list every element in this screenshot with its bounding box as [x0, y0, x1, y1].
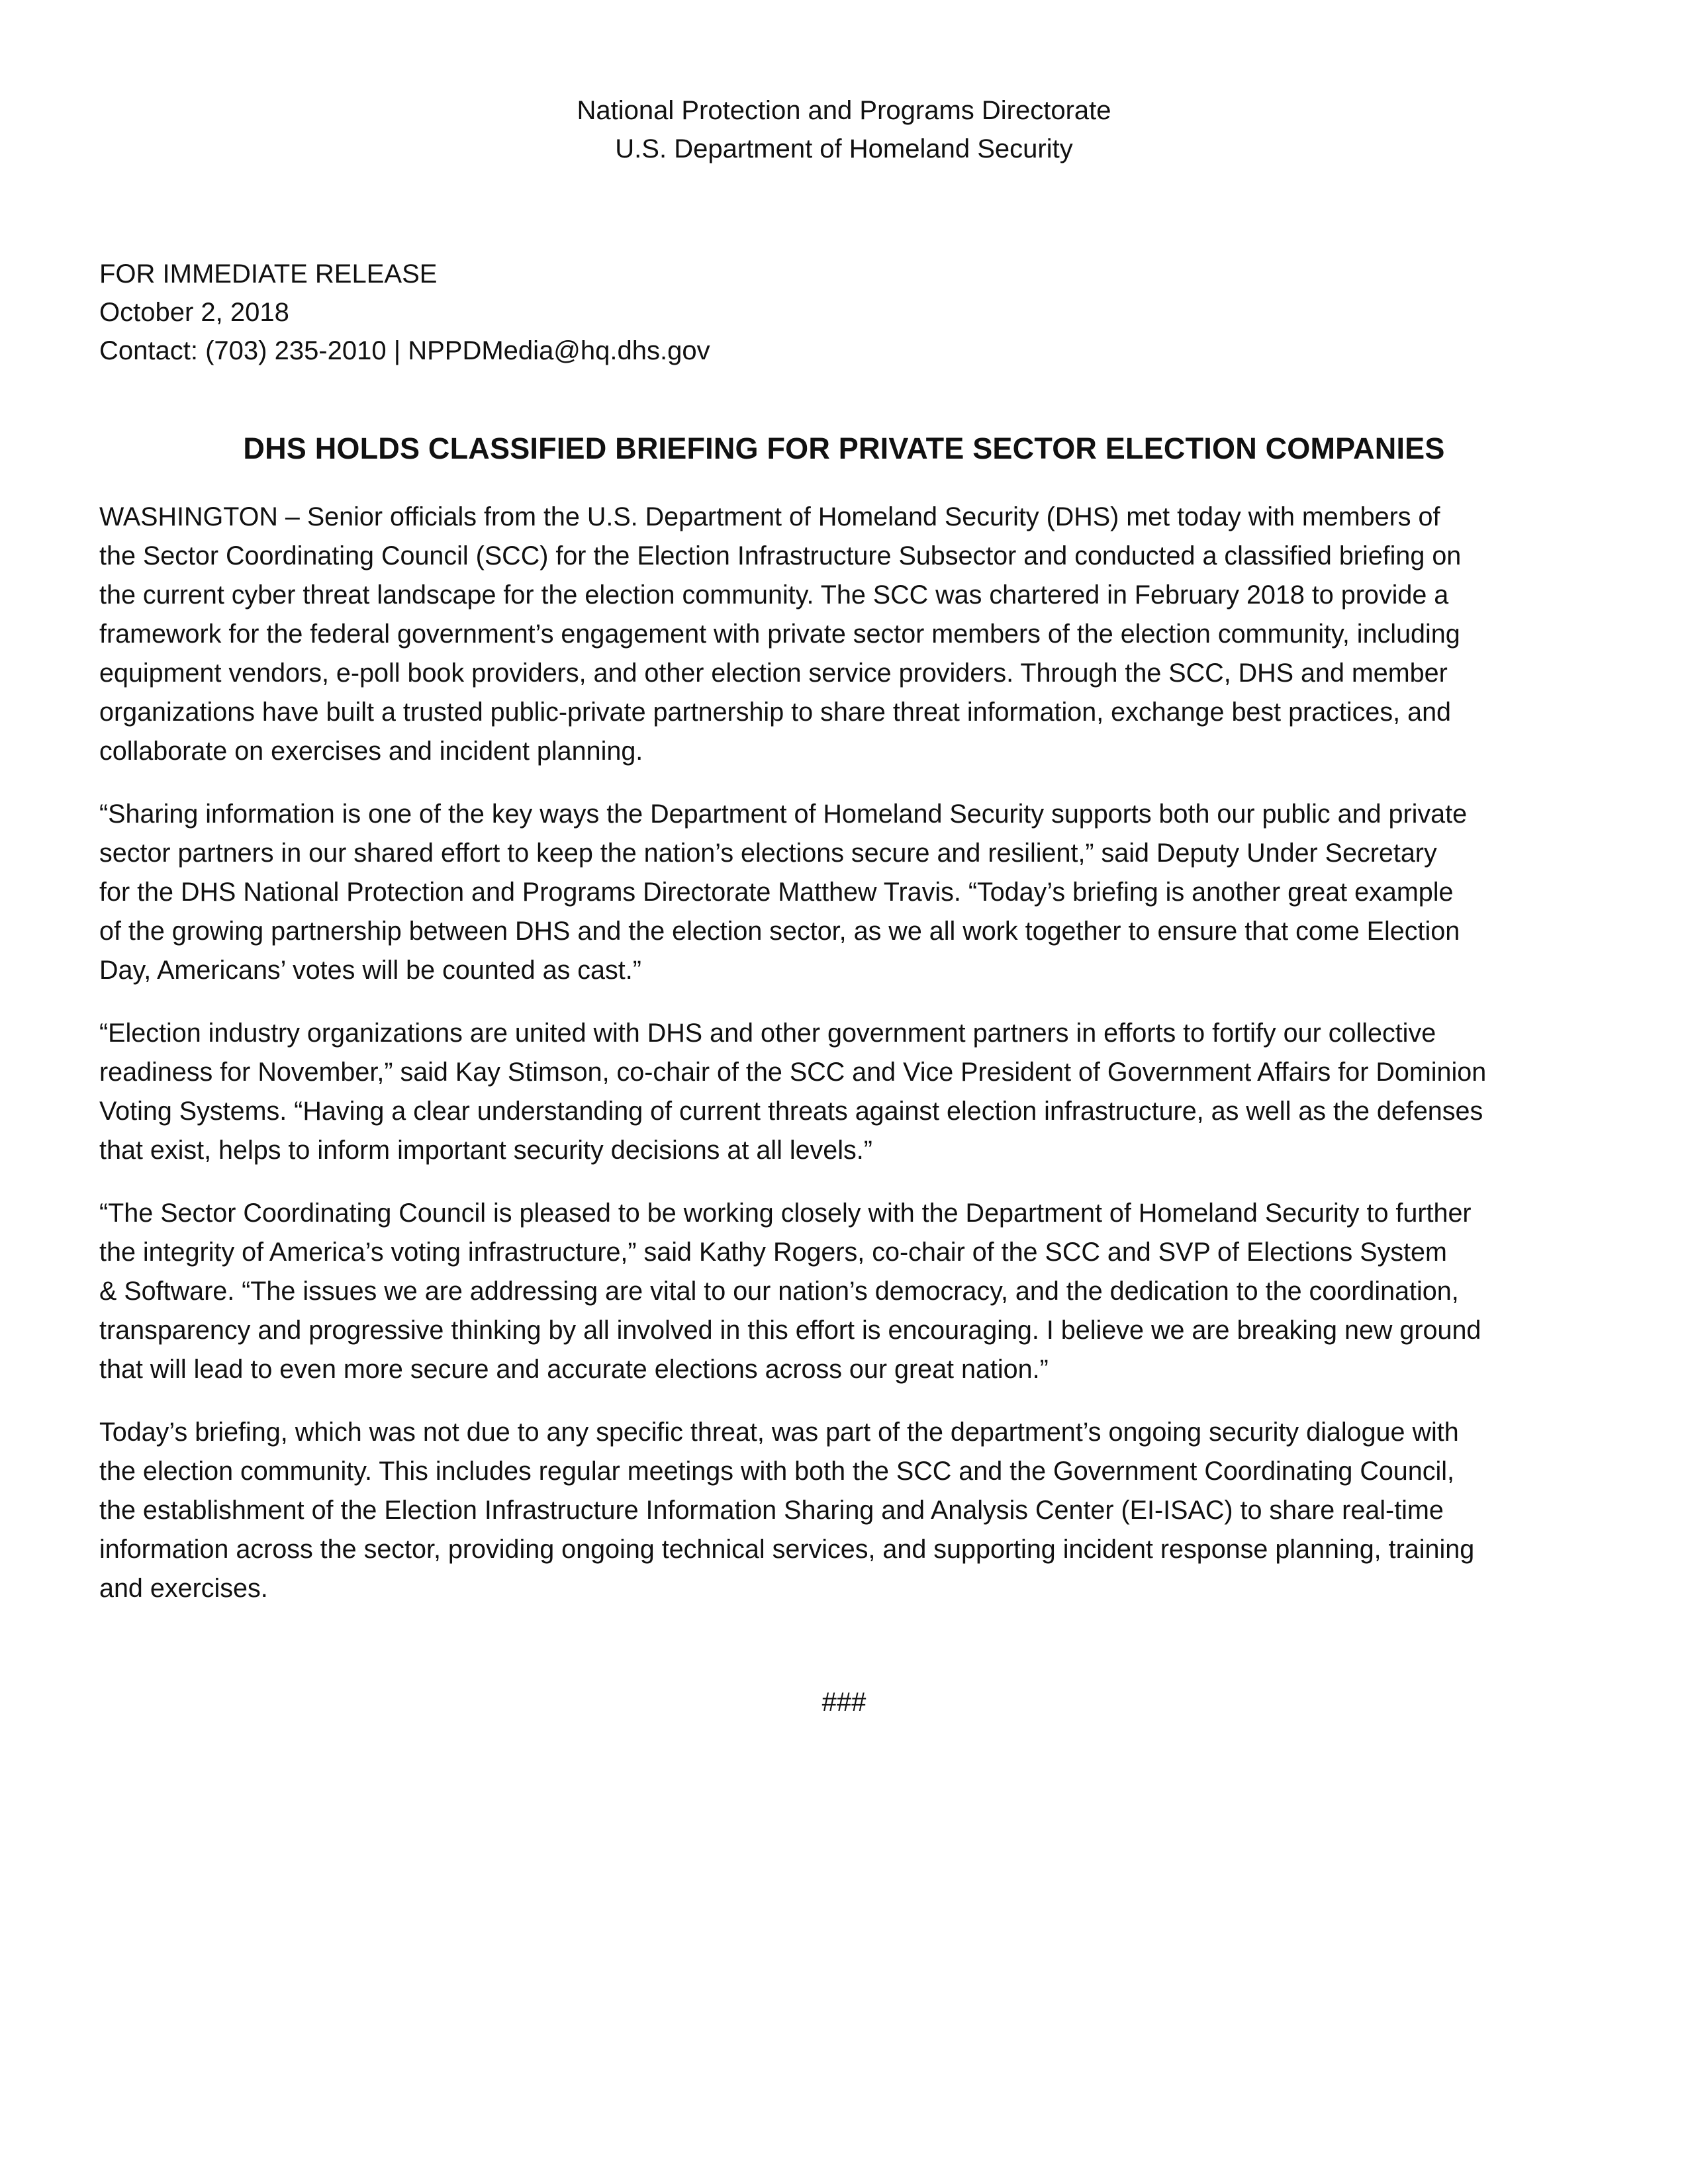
paragraph-stimson-quote [99, 1014, 1590, 1170]
paragraph-line: transparency and progressive thinking by all involved in this effort is encouraging. I believe we are breaking new ground [99, 1316, 1481, 1345]
paragraph-line: the integrity of America’s voting infrastructure,” said Kathy Rogers, co-chair of the SCC and SVP of Elections System [99, 1238, 1447, 1267]
headline: DHS HOLDS CLASSIFIED BRIEFING FOR PRIVATE SECTOR ELECTION COMPANIES [243, 432, 1445, 465]
paragraph-line: equipment vendors, e-poll book providers, and other election service providers. Through the SCC, DHS and member [99, 659, 1448, 688]
paragraph-line: of the growing partnership between DHS and the election sector, as we all work together to ensure that come Election [99, 917, 1460, 946]
directorate-name: National Protection and Programs Directorate [577, 96, 1111, 125]
paragraph-line: “Election industry organizations are united with DHS and other government partners in efforts to fortify our collective [99, 1019, 1436, 1048]
paragraph-line: “The Sector Coordinating Council is pleased to be working closely with the Department of Homeland Security to further [99, 1199, 1472, 1228]
release-info [99, 255, 1556, 370]
paragraph-travis-quote [99, 795, 1590, 990]
end-of-release-mark: ### [821, 1688, 867, 1717]
paragraph-line: information across the sector, providing ongoing technical services, and supporting incident response planning, training [99, 1535, 1475, 1564]
paragraph-line: the establishment of the Election Infrastructure Information Sharing and Analysis Center (EI-ISAC) to share real-time [99, 1496, 1444, 1525]
paragraph-line: WASHINGTON – Senior officials from the U.S. Department of Homeland Security (DHS) met today with members of [99, 502, 1440, 531]
paragraph-line: Voting Systems. “Having a clear understanding of current threats against election infrastructure, as well as the defenses [99, 1097, 1483, 1126]
paragraph-line: for the DHS National Protection and Programs Directorate Matthew Travis. “Today’s briefing is another great example [99, 878, 1454, 907]
paragraph-line: sector partners in our shared effort to keep the nation’s elections secure and resilient,” said Deputy Under Secretary [99, 839, 1437, 868]
paragraph-closing [99, 1413, 1590, 1608]
paragraph-intro [99, 498, 1590, 771]
contact-info: Contact: (703) 235-2010 | NPPDMedia@hq.dhs.gov [99, 336, 710, 365]
paragraph-line: the election community. This includes regular meetings with both the SCC and the Government Coordinating Council, [99, 1457, 1455, 1486]
article-body [99, 498, 1590, 1632]
paragraph-rogers-quote [99, 1194, 1590, 1389]
paragraph-line: Day, Americans’ votes will be counted as cast.” [99, 956, 641, 985]
paragraph-line: readiness for November,” said Kay Stimson, co-chair of the SCC and Vice President of Government Affairs for Dominion [99, 1058, 1487, 1087]
paragraph-line: that exist, helps to inform important security decisions at all levels.” [99, 1136, 872, 1165]
paragraph-line: “Sharing information is one of the key ways the Department of Homeland Security supports both our public and private [99, 799, 1468, 829]
paragraph-line: & Software. “The issues we are addressing are vital to our nation’s democracy, and the dedication to the coordination, [99, 1277, 1459, 1306]
paragraph-line: that will lead to even more secure and accurate elections across our great nation.” [99, 1355, 1049, 1384]
department-name: U.S. Department of Homeland Security [615, 134, 1073, 163]
paragraph-line: collaborate on exercises and incident planning. [99, 737, 643, 766]
release-date: October 2, 2018 [99, 298, 289, 327]
paragraph-line: and exercises. [99, 1574, 268, 1603]
paragraph-line: framework for the federal government’s engagement with private sector members of the election community, including [99, 619, 1460, 649]
paragraph-line: the current cyber threat landscape for the election community. The SCC was chartered in February 2018 to provide a [99, 580, 1449, 610]
paragraph-line: the Sector Coordinating Council (SCC) for the Election Infrastructure Subsector and conducted a classified briefing on [99, 541, 1462, 570]
paragraph-line: organizations have built a trusted public-private partnership to share threat information, exchange best practices, and [99, 698, 1452, 727]
release-label: FOR IMMEDIATE RELEASE [99, 259, 438, 289]
agency-header [0, 91, 1688, 168]
paragraph-line: Today’s briefing, which was not due to any specific threat, was part of the department’s ongoing security dialogue with [99, 1418, 1459, 1447]
